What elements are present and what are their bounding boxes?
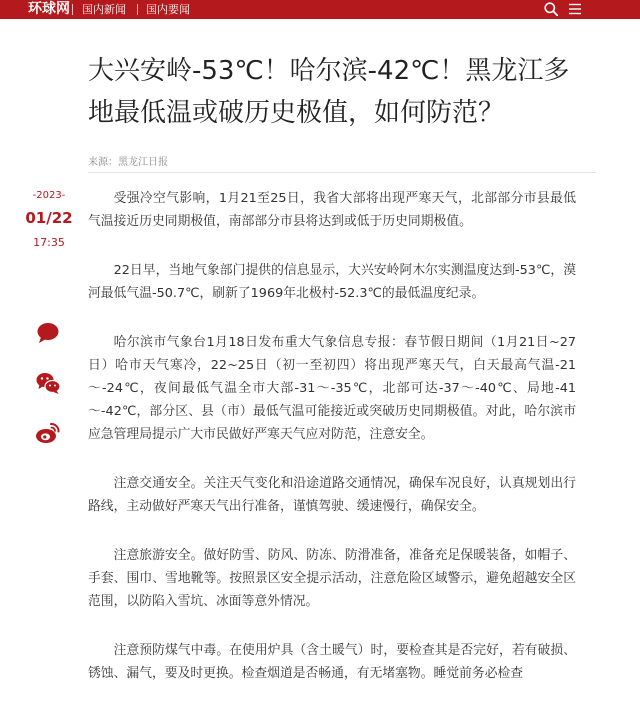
nav-domestic-headlines[interactable]: 国内要闻 bbox=[146, 3, 190, 16]
weibo-icon[interactable] bbox=[35, 420, 61, 446]
nav-separator bbox=[72, 4, 73, 15]
divider bbox=[88, 172, 596, 173]
nav-domestic-news[interactable]: 国内新闻 bbox=[82, 3, 126, 16]
article-paragraph: 注意预防煤气中毒。在使用炉具（含土暖气）时，要检查其是否完好，若有破损、锈蚀、漏气，要及时更换。检查烟道是否畅通，有无堵塞物。睡觉前务必检查 bbox=[88, 643, 576, 681]
article-paragraph: 哈尔滨市气象台1月18日发布重大气象信息专报：春节假日期间（1月21日~27日）哈市天气寒冷，22~25日（初一至初四）将出现严寒天气，白天最高气温-21～-24℃，夜间最低气温全市大部-31～-35℃，北部可达-37～-40℃、局地-41～-42℃，部分区、县（市）最低气温可能接近或突破历史同期极值。对此，哈尔滨市应急管理局提示广大市民做好严寒天气应对防范，注意安全。 bbox=[88, 335, 576, 442]
top-bar bbox=[0, 0, 640, 19]
search-icon[interactable] bbox=[543, 1, 559, 17]
article-paragraph: 注意旅游安全。做好防雪、防风、防冻、防滑准备，准备充足保暖装备，如帽子、手套、围巾、雪地靴等。按照景区安全提示活动，注意危险区域警示，避免超越安全区范围，以防陷入雪坑、冰面等意外情况。 bbox=[88, 548, 576, 609]
publish-year: -2023- bbox=[32, 190, 66, 201]
article-title: 大兴安岭-53℃！哈尔滨-42℃！黑龙江多地最低温或破历史极值，如何防范？ bbox=[88, 56, 570, 128]
article-paragraph: 受强冷空气影响，1月21至25日，我省大部将出现严寒天气，北部部分市县最低气温接近历史同期极值，南部部分市县将达到或低于历史同期极值。 bbox=[88, 191, 576, 229]
comment-icon[interactable] bbox=[35, 320, 61, 346]
publish-time: 17:35 bbox=[33, 236, 65, 249]
nav-separator bbox=[137, 4, 138, 15]
article-paragraph: 注意交通安全。关注天气变化和沿途道路交通情况，确保车况良好，认真规划出行路线，主动做好严寒天气出行准备，谨慎驾驶、缓速慢行，确保安全。 bbox=[88, 476, 576, 514]
publish-date: 01/22 bbox=[25, 209, 73, 227]
article-body bbox=[88, 187, 576, 711]
article-source: 来源：黑龙江日报 bbox=[88, 157, 168, 168]
site-logo[interactable]: 环球网 bbox=[28, 1, 70, 17]
menu-icon[interactable] bbox=[567, 1, 583, 17]
article-paragraph: 22日早，当地气象部门提供的信息显示，大兴安岭阿木尔实测温度达到-53℃，漠河最低气温-50.7℃，刷新了1969年北极村-52.3℃的最低温度纪录。 bbox=[88, 263, 576, 301]
wechat-icon[interactable] bbox=[35, 370, 61, 396]
